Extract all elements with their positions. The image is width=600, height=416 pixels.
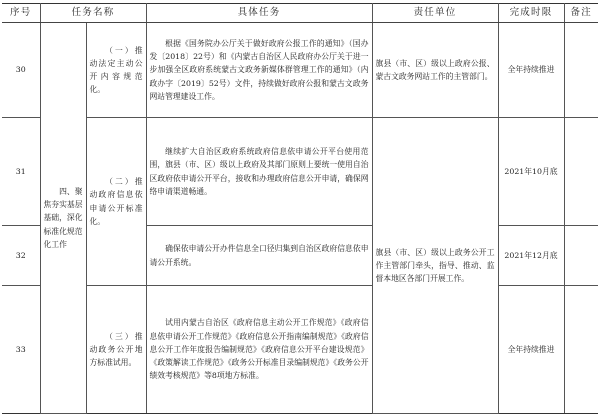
remark bbox=[564, 286, 598, 414]
table-row bbox=[2, 23, 598, 118]
deadline: 2021年10月底 bbox=[498, 118, 564, 226]
remark bbox=[564, 226, 598, 286]
header-remarks: 备注 bbox=[564, 4, 598, 23]
sub-task-name: （三）推动政务公开地方标准试用。 bbox=[86, 286, 146, 414]
deadline: 全年持续推进 bbox=[498, 23, 564, 118]
deadline: 全年持续推进 bbox=[498, 286, 564, 414]
deadline: 2021年12月底 bbox=[498, 226, 564, 286]
sub-task-name: （一）推动法定主动公开内容规范化。 bbox=[86, 23, 146, 118]
row-number: 32 bbox=[2, 226, 40, 286]
main-task-name: 四、聚焦夯实基层基础，深化标准化规范化工作 bbox=[40, 23, 86, 414]
header-task-name: 任务名称 bbox=[40, 4, 146, 23]
specific-task: 确保依申请公开办件信息全口径归集到自治区政府信息依申请公开系统。 bbox=[146, 226, 372, 286]
responsible-unit: 旗县（市、区）级以上政府公报、蒙古文政务网站工作的主管部门。 bbox=[372, 23, 498, 118]
specific-task: 试用内蒙古自治区《政府信息主动公开工作规范》《政府信息依申请公开工作规范》《政府信息公开指南编制规范》《政府信息公开工作年度报告编制规范》《政府信息公开平台建设规范》《政策解读工作规范》《政务公开标准目录编制规范》《政务公开绩效考核规范》等8项地方标准。 bbox=[146, 286, 372, 414]
header-responsible-unit: 责任单位 bbox=[372, 4, 498, 23]
remark bbox=[564, 118, 598, 226]
header-specific-task: 具体任务 bbox=[146, 4, 372, 23]
header-no: 序号 bbox=[2, 4, 40, 23]
table-header-row bbox=[2, 4, 598, 23]
specific-task: 根据《国务院办公厅关于做好政府公报工作的通知》（国办发〔2018〕22号）和《内蒙古自治区人民政府办公厅关于进一步加强全区政府系统蒙古文政务新媒体群管理工作的通知》（内政办字〔2019〕52号）文件，持续做好政府公报和蒙古文政务网站管理建设工作。 bbox=[146, 23, 372, 118]
remark bbox=[564, 23, 598, 118]
table-row bbox=[2, 286, 598, 414]
row-number: 30 bbox=[2, 23, 40, 118]
task-table bbox=[2, 3, 598, 414]
row-number: 31 bbox=[2, 118, 40, 226]
table-row bbox=[2, 118, 598, 226]
header-deadline: 完成时限 bbox=[498, 4, 564, 23]
row-number: 33 bbox=[2, 286, 40, 414]
responsible-unit: 旗县（市、区）级以上政务公开工作主管部门牵头，指导、推动、监督本地区各部门开展工作。 bbox=[372, 118, 498, 414]
specific-task: 继续扩大自治区政府系统政府信息依申请公开平台使用范围，旗县（市、区）级以上政府及其部门原则上要统一使用自治区政府依申请公开平台，接收和办理政府信息公开申请，确保网络申请渠道畅通。 bbox=[146, 118, 372, 226]
sub-task-name: （二）推动政府信息依申请公开标准化。 bbox=[86, 118, 146, 286]
